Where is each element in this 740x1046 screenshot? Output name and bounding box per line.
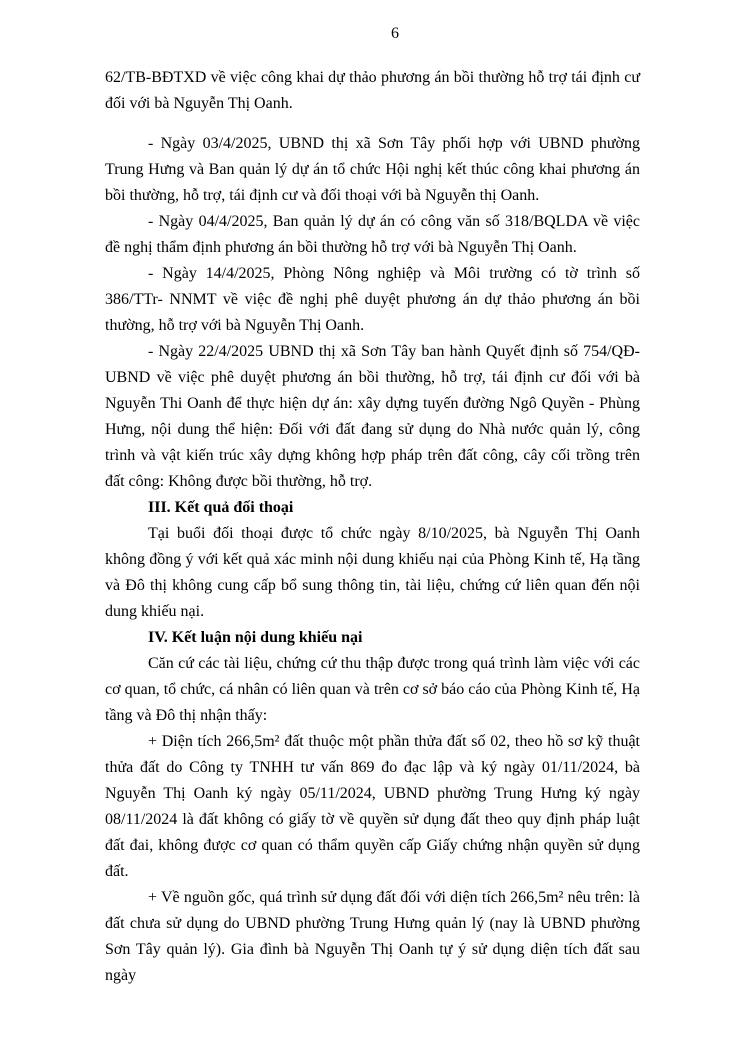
section-heading-iv: IV. Kết luận nội dung khiếu nại: [148, 629, 363, 646]
paragraph-event-14-4-2025: - Ngày 14/4/2025, Phòng Nông nghiệp và Môi trường có tờ trình số 386/TTr- NNMT về việc đề nghị phê duyệt phương án dự thảo phương án bồi thường, hỗ trợ với bà Nguyễn Thị Oanh.: [105, 265, 640, 334]
paragraph-continuation: 62/TB-BĐTXD về việc công khai dự thảo phương án bồi thường hỗ trợ tái định cư đối với bà Nguyễn Thị Oanh.: [105, 69, 640, 112]
paragraph-event-22-4-2025: - Ngày 22/4/2025 UBND thị xã Sơn Tây ban hành Quyết định số 754/QĐ-UBND về việc phê duyệt phương án bồi thường, hỗ trợ, tái định cư đối với bà Nguyễn Thi Oanh để thực hiện dự án: xây dựng tuyến đường Ngô Quyền - Phùng Hưng, nội dung thể hiện: Đối với đất đang sử dụng do Nhà nước quản lý, công trình và vật kiến trúc xây dựng không hợp pháp trên đất công, cây cối trồng trên đất công: Không được bồi thường, hỗ trợ.: [105, 343, 640, 490]
paragraph-event-03-4-2025: - Ngày 03/4/2025, UBND thị xã Sơn Tây phối hợp với UBND phường Trung Hưng và Ban quản lý dự án tổ chức Hội nghị kết thúc công khai phương án bồi thường, hỗ trợ, tái định cư và đối thoại với bà Nguyễn thị Oanh.: [105, 135, 640, 204]
section-heading-iii: III. Kết quả đối thoại: [148, 499, 294, 516]
document-body: [0, 65, 740, 989]
paragraph-land-area-finding: + Diện tích 266,5m² đất thuộc một phần thửa đất số 02, theo hồ sơ kỹ thuật thửa đất do Công ty TNHH tư vấn 869 đo đạc lập và ký ngày 01/11/2024, bà Nguyễn Thị Oanh ký ngày 05/11/2024, UBND phường Trung Hưng ký ngày 08/11/2024 là đất không có giấy tờ về quyền sử dụng đất theo quy định pháp luật đất đai, không được cơ quan có thẩm quyền cấp Giấy chứng nhận quyền sử dụng đất.: [105, 733, 640, 880]
page-number: 6: [391, 25, 399, 42]
paragraph-land-origin-finding: + Về nguồn gốc, quá trình sử dụng đất đối với diện tích 266,5m² nêu trên: là đất chưa sử dụng do UBND phường Trung Hưng quản lý (nay là UBND phường Sơn Tây quản lý). Gia đình bà Nguyễn Thị Oanh tự ý sử dụng diện tích đất sau ngày: [105, 889, 640, 984]
paragraph-event-04-4-2025: - Ngày 04/4/2025, Ban quản lý dự án có công văn số 318/BQLDA về việc đề nghị thẩm định phương án bồi thường hỗ trợ với bà Nguyễn Thị Oanh.: [105, 213, 640, 256]
paragraph-dialogue-result: Tại buổi đối thoại được tổ chức ngày 8/10/2025, bà Nguyễn Thị Oanh không đồng ý với kết quả xác minh nội dung khiếu nại của Phòng Kinh tế, Hạ tầng và Đô thị không cung cấp bổ sung thông tin, tài liệu, chứng cứ liên quan đến nội dung khiếu nại.: [105, 525, 640, 620]
paragraph-conclusion-basis: Căn cứ các tài liệu, chứng cứ thu thập được trong quá trình làm việc với các cơ quan, tổ chức, cá nhân có liên quan và trên cơ sở báo cáo của Phòng Kinh tế, Hạ tầng và Đô thị nhận thấy:: [105, 655, 640, 724]
